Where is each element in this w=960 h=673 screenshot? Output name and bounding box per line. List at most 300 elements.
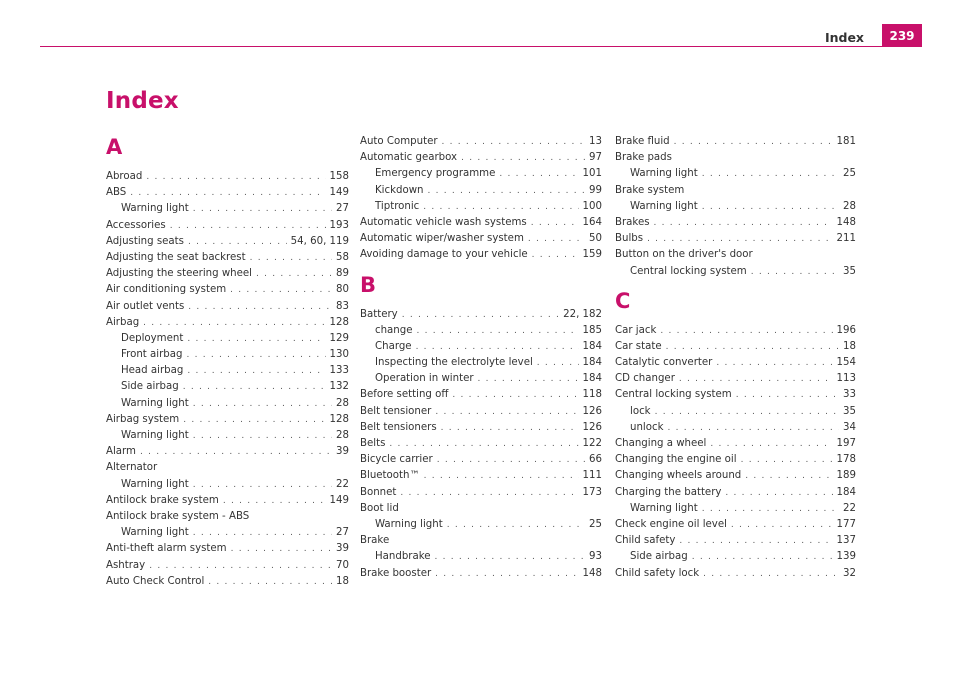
index-entry-label: Bluetooth™ [360, 470, 420, 482]
index-subentry [615, 264, 856, 280]
index-entry-label: Warning light [630, 200, 698, 212]
index-entry [360, 247, 602, 263]
index-page-number: 149 [329, 187, 349, 199]
index-page-number: 128 [329, 413, 349, 425]
dot-leader [256, 266, 332, 282]
index-page-number: 39 [336, 446, 349, 458]
dot-leader [478, 371, 579, 387]
index-entry-label: Auto Check Control [106, 575, 205, 587]
dot-leader [674, 134, 833, 150]
index-entry-label: Antilock brake system - ABS [106, 510, 250, 522]
index-subentry [615, 199, 856, 215]
index-page-number: 122 [582, 438, 602, 449]
index-entry-label: Emergency programme [375, 168, 496, 180]
dot-leader [702, 199, 839, 215]
index-entry [106, 493, 349, 509]
dot-leader [741, 452, 833, 468]
dot-leader [193, 428, 332, 444]
dot-leader [389, 436, 578, 452]
index-page-number: 97 [589, 152, 602, 164]
index-page-number: 196 [836, 324, 856, 336]
index-entry-label: Changing the engine oil [615, 454, 737, 466]
index-subentry [360, 183, 602, 199]
index-entry [615, 387, 856, 403]
index-entry [360, 420, 602, 436]
dot-leader [442, 134, 585, 150]
index-entry [106, 412, 349, 428]
dot-leader [710, 436, 832, 452]
index-page-number: 89 [336, 268, 349, 280]
index-subentry [106, 379, 349, 395]
dot-leader [702, 501, 839, 517]
dot-leader [424, 468, 579, 484]
dot-leader [437, 452, 585, 468]
index-page-number: 130 [329, 349, 349, 361]
index-page-number: 32 [843, 567, 856, 579]
dot-leader [187, 363, 325, 379]
index-column-3 [615, 134, 856, 582]
index-entry-label: Belts [360, 438, 386, 449]
index-page-number: 184 [836, 486, 856, 498]
index-entry-label: Catalytic converter [615, 357, 713, 369]
index-entry-label: Avoiding damage to your vehicle [360, 249, 528, 261]
index-entry-label: Warning light [630, 168, 698, 180]
index-entry-label: unlock [630, 421, 664, 433]
index-entry-label: Automatic wiper/washer system [360, 233, 524, 245]
index-page-number: 177 [836, 518, 856, 530]
index-page-number: 54, 60, 119 [290, 235, 349, 247]
index-page-number: 28 [843, 200, 856, 212]
index-entry-label: Operation in winter [375, 373, 474, 385]
index-entry [106, 509, 349, 525]
dot-leader [461, 150, 585, 166]
index-entry-label: Changing a wheel [615, 438, 707, 449]
index-entry [360, 566, 602, 582]
dot-leader [537, 355, 579, 371]
index-entry [360, 404, 602, 420]
dot-leader [187, 331, 325, 347]
dot-leader [143, 315, 325, 331]
index-entry [106, 185, 349, 201]
index-entry [615, 134, 856, 150]
index-subentry [106, 477, 349, 493]
index-subentry [106, 331, 349, 347]
running-header-title: Index [824, 30, 864, 45]
index-entry [615, 452, 856, 468]
index-entry [615, 323, 856, 339]
index-page-number: 148 [836, 216, 856, 228]
index-entry [360, 533, 602, 549]
index-letter-heading: B [360, 272, 377, 297]
index-entry [615, 150, 856, 166]
index-subentry [615, 549, 856, 565]
dot-leader [452, 387, 578, 403]
index-entry-label: Warning light [121, 430, 189, 441]
index-page-number: 184 [582, 357, 602, 369]
index-page-number: 126 [582, 421, 602, 433]
index-page-number: 28 [336, 430, 349, 441]
index-page-number: 83 [336, 300, 349, 312]
index-entry [106, 266, 349, 282]
index-subentry [615, 501, 856, 517]
index-page-number: 18 [336, 575, 349, 587]
dot-leader [140, 444, 332, 460]
index-subentry [360, 371, 602, 387]
index-entry [106, 234, 349, 250]
dot-leader [692, 549, 833, 565]
index-entry-label: Alternator [106, 462, 158, 474]
index-page-number: 35 [843, 405, 856, 417]
index-page-number: 22 [336, 478, 349, 490]
index-page-number: 80 [336, 284, 349, 296]
dot-leader [679, 533, 832, 549]
dot-leader [170, 218, 326, 234]
index-entry-label: Warning light [630, 502, 698, 514]
index-page-number: 149 [329, 494, 349, 506]
index-page-number: 184 [582, 373, 602, 385]
index-entry-label: Deployment [121, 332, 184, 344]
index-entry-label: Auto Computer [360, 136, 438, 147]
index-entry [615, 517, 856, 533]
index-page-number: 39 [336, 543, 349, 555]
index-page-number: 99 [589, 184, 602, 196]
dot-leader [499, 166, 578, 182]
dot-leader [666, 339, 839, 355]
index-entry-label: Air outlet vents [106, 300, 185, 312]
index-page-number: 13 [589, 136, 602, 147]
index-entry [360, 215, 602, 231]
index-page-number: 33 [843, 389, 856, 401]
index-page-number: 28 [336, 397, 349, 409]
index-entry [615, 339, 856, 355]
index-subentry [615, 404, 856, 420]
index-page-number: 128 [329, 316, 349, 328]
index-entry-label: Child safety [615, 535, 676, 547]
index-page-number: 139 [836, 551, 856, 563]
index-entry-label: Brakes [615, 216, 650, 228]
dot-leader [447, 517, 585, 533]
index-entry-label: Air conditioning system [106, 284, 227, 296]
index-entry-label: Alarm [106, 446, 136, 458]
index-entry [615, 566, 856, 582]
dot-leader [417, 323, 579, 339]
index-entry-label: Car jack [615, 324, 657, 336]
index-entry-label: Automatic vehicle wash systems [360, 216, 527, 228]
dot-leader [130, 185, 325, 201]
index-entry-label: ABS [106, 187, 127, 199]
index-page-number: 34 [843, 421, 856, 433]
index-entry-label: Adjusting the steering wheel [106, 268, 252, 280]
index-entry-label: Check engine oil level [615, 518, 727, 530]
dot-leader [531, 215, 579, 231]
index-entry-label: Button on the driver's door [615, 249, 753, 261]
index-entry [106, 444, 349, 460]
index-entry-label: Front airbag [121, 349, 183, 361]
index-entry [615, 231, 856, 247]
dot-leader [188, 299, 332, 315]
dot-leader [402, 307, 559, 323]
index-page-number: 66 [589, 454, 602, 466]
index-entry-label: Brake system [615, 184, 685, 196]
dot-leader [186, 347, 325, 363]
dot-leader [183, 412, 325, 428]
index-entry [360, 134, 602, 150]
index-page-number: 113 [836, 373, 856, 385]
index-entry-label: Automatic gearbox [360, 152, 458, 164]
index-letter-heading: A [106, 135, 123, 159]
index-page-number: 35 [843, 265, 856, 277]
dot-leader [654, 215, 833, 231]
page-heading: Index [106, 88, 179, 114]
dot-leader [435, 566, 578, 582]
index-entry-label: Before setting off [360, 389, 449, 401]
index-page-number: 158 [329, 171, 349, 182]
index-page-number: 22 [843, 502, 856, 514]
index-page-number: 27 [336, 527, 349, 539]
index-page-number: 154 [836, 357, 856, 369]
index-entry-label: Warning light [121, 397, 189, 409]
dot-leader [435, 404, 578, 420]
index-entry-label: Handbrake [375, 551, 431, 563]
index-entry [106, 282, 349, 298]
index-entry-label: change [375, 324, 413, 336]
dot-leader [435, 549, 586, 565]
dot-leader [193, 477, 332, 493]
index-entry [106, 250, 349, 266]
index-entry-label: Warning light [121, 478, 189, 490]
index-subentry [360, 355, 602, 371]
index-entry-label: Airbag [106, 316, 140, 328]
index-entry-label: Bicycle carrier [360, 454, 433, 466]
dot-leader [647, 231, 832, 247]
index-entry [615, 247, 856, 263]
index-entry [106, 558, 349, 574]
index-page-number: 126 [582, 405, 602, 417]
index-entry-label: Warning light [121, 527, 189, 539]
index-subentry [106, 525, 349, 541]
index-entry [615, 371, 856, 387]
index-entry [615, 355, 856, 371]
dot-leader [193, 525, 332, 541]
index-subentry [106, 396, 349, 412]
index-column-2 [360, 134, 602, 582]
dot-leader [667, 420, 839, 436]
index-subentry [106, 201, 349, 217]
index-entry [106, 299, 349, 315]
dot-leader [751, 264, 839, 280]
dot-leader [745, 468, 832, 484]
index-page-number: 159 [582, 249, 602, 261]
index-entry [360, 485, 602, 501]
index-subentry [615, 420, 856, 436]
dot-leader [193, 396, 332, 412]
index-entry [360, 231, 602, 247]
index-entry [615, 485, 856, 501]
dot-leader [655, 404, 839, 420]
index-entry-label: Warning light [121, 203, 189, 215]
dot-leader [208, 574, 332, 590]
dot-leader [223, 493, 326, 509]
index-page-number: 164 [582, 216, 602, 228]
index-subentry [615, 166, 856, 182]
index-entry [360, 387, 602, 403]
index-entry [615, 183, 856, 199]
index-entry-label: Antilock brake system [106, 494, 219, 506]
dot-leader [679, 371, 833, 387]
dot-leader [441, 420, 579, 436]
page-number-badge: 239 [882, 24, 922, 47]
index-entry [106, 460, 349, 476]
dot-leader [528, 231, 585, 247]
index-subentry [360, 323, 602, 339]
index-entry-label: Warning light [375, 518, 443, 530]
index-entry [106, 169, 349, 185]
index-page-number: 132 [329, 381, 349, 393]
index-entry-label: Belt tensioner [360, 405, 432, 417]
index-entry-label: Car state [615, 340, 662, 352]
index-page-number: 148 [582, 567, 602, 579]
index-entry [360, 436, 602, 452]
index-entry [615, 215, 856, 231]
index-entry-label: Belt tensioners [360, 421, 437, 433]
index-page-number: 70 [336, 559, 349, 571]
index-entry [106, 574, 349, 590]
index-page-number: 25 [843, 168, 856, 180]
dot-leader [423, 199, 578, 215]
index-subentry [360, 166, 602, 182]
index-subentry [360, 199, 602, 215]
index-entry [360, 468, 602, 484]
index-entry-label: Central locking system [615, 389, 732, 401]
index-entry-label: Charge [375, 340, 412, 352]
dot-leader [702, 166, 839, 182]
index-entry-label: Adjusting seats [106, 235, 184, 247]
index-page-number: 118 [582, 389, 602, 401]
dot-leader [428, 183, 586, 199]
index-page-number: 185 [582, 324, 602, 336]
dot-leader [230, 282, 332, 298]
index-entry-label: Brake booster [360, 567, 432, 579]
index-entry-label: Tiptronic [375, 200, 420, 212]
index-page-number: 178 [836, 454, 856, 466]
index-subentry [106, 347, 349, 363]
index-page-number: 197 [836, 438, 856, 449]
dot-leader [716, 355, 832, 371]
index-page-number: 25 [589, 518, 602, 530]
index-subentry [360, 339, 602, 355]
index-entry [360, 307, 602, 323]
index-page-number: 93 [589, 551, 602, 563]
dot-leader [736, 387, 839, 403]
index-entry-label: Abroad [106, 171, 143, 182]
index-column-1 [106, 134, 349, 590]
dot-leader [149, 558, 332, 574]
index-entry-label: Brake fluid [615, 136, 670, 147]
dot-leader [400, 485, 578, 501]
index-page-number: 101 [582, 168, 602, 180]
dot-leader [146, 169, 325, 185]
dot-leader [231, 541, 332, 557]
index-entry-label: Side airbag [630, 551, 688, 563]
index-entry-label: Anti-theft alarm system [106, 543, 227, 555]
index-entry-label: lock [630, 405, 651, 417]
index-page-number: 184 [582, 340, 602, 352]
index-entry-label: Brake [360, 535, 390, 547]
index-entry-label: Accessories [106, 219, 166, 231]
index-entry-label: Charging the battery [615, 486, 722, 498]
dot-leader [703, 566, 839, 582]
index-entry [615, 436, 856, 452]
dot-leader [731, 517, 833, 533]
index-page-number: 58 [336, 251, 349, 263]
index-subentry [106, 428, 349, 444]
index-page-number: 129 [329, 332, 349, 344]
index-entry-label: Airbag system [106, 413, 180, 425]
index-entry-label: Bulbs [615, 233, 644, 245]
index-entry [360, 501, 602, 517]
index-entry-label: CD changer [615, 373, 675, 385]
index-entry-label: Adjusting the seat backrest [106, 251, 246, 263]
index-entry [615, 468, 856, 484]
index-subentry [360, 549, 602, 565]
index-page-number: 211 [836, 233, 856, 245]
index-subentry [106, 363, 349, 379]
index-entry-label: Changing wheels around [615, 470, 742, 482]
index-page-number: 100 [582, 200, 602, 212]
index-page-number: 133 [329, 365, 349, 377]
index-entry-label: Battery [360, 308, 398, 320]
index-entry [106, 218, 349, 234]
index-page-number: 173 [582, 486, 602, 498]
index-entry-label: Central locking system [630, 265, 747, 277]
index-entry-label: Ashtray [106, 559, 146, 571]
index-entry-label: Head airbag [121, 365, 184, 377]
dot-leader [250, 250, 332, 266]
index-page-number: 189 [836, 470, 856, 482]
dot-leader [193, 201, 332, 217]
index-entry-label: Brake pads [615, 152, 672, 164]
index-page-number: 22, 182 [563, 308, 602, 320]
index-entry [360, 452, 602, 468]
index-page-number: 193 [329, 219, 349, 231]
index-entry [106, 315, 349, 331]
index-entry-label: Boot lid [360, 502, 399, 514]
index-page-number: 181 [836, 136, 856, 147]
index-entry-label: Child safety lock [615, 567, 700, 579]
index-entry [615, 533, 856, 549]
index-page-number: 18 [843, 340, 856, 352]
index-page-number: 50 [589, 233, 602, 245]
dot-leader [660, 323, 832, 339]
dot-leader [183, 379, 326, 395]
index-letter-heading: C [615, 288, 631, 313]
header-rule [40, 46, 922, 47]
dot-leader [532, 247, 579, 263]
index-page-number: 137 [836, 535, 856, 547]
index-page-number: 27 [336, 203, 349, 215]
dot-leader [188, 234, 287, 250]
index-entry-label: Kickdown [375, 184, 424, 196]
index-subentry [360, 517, 602, 533]
index-entry-label: Side airbag [121, 381, 179, 393]
index-page-number: 111 [582, 470, 602, 482]
index-entry [106, 541, 349, 557]
index-entry-label: Inspecting the electrolyte level [375, 357, 533, 369]
index-entry-label: Bonnet [360, 486, 397, 498]
index-entry [360, 150, 602, 166]
dot-leader [725, 485, 832, 501]
dot-leader [416, 339, 579, 355]
